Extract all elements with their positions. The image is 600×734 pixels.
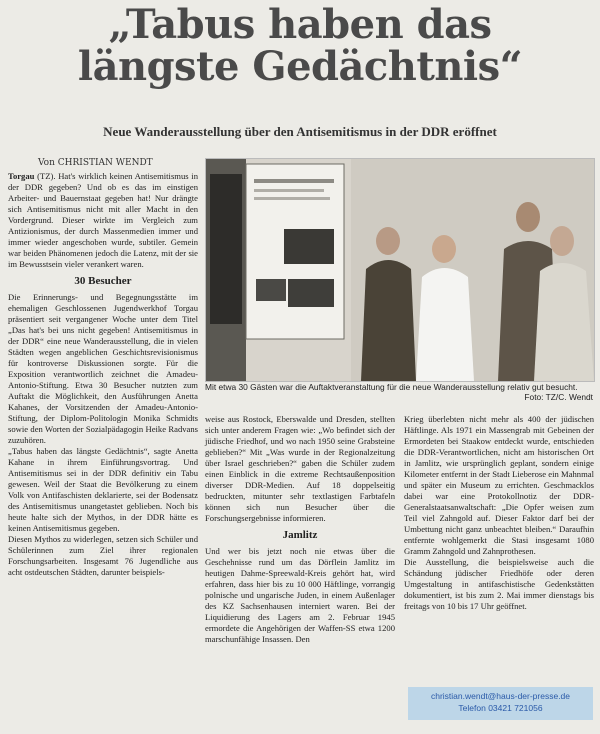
paragraph: „Tabus haben das längste Gedächtnis“, sagte Anetta Kahane in ihrem Einführungsvortrag. Und Antisemitismus sei in der DDR definitiv ein Tabu gewesen. Weil der Staat die Bevölkerung zu einem Volk von Antifaschisten deklarierte, sei der Bodensatz des Antisemitismus unangetastet geblieben. Noch bis heute halte sich der Mythos, in der DDR hätte es keinen Antisemitismus gegeben. [8, 446, 198, 533]
section-heading-besucher: 30 Besucher [74, 275, 132, 287]
subheadline: Neue Wanderausstellung über den Antisemitismus in der DDR eröffnet [103, 124, 497, 139]
author-contact-box [408, 687, 593, 720]
photo-credit: Foto: TZ/C. Wendt [524, 392, 593, 402]
byline: Von CHRISTIAN WENDT [38, 158, 153, 168]
article-column-1 [8, 171, 198, 578]
paragraph: Diesen Mythos zu widerlegen, setzen sich Schüler und Schülerinnen zum Ziel ihrer regionalen Forschungsarbeiten. Insgesamt 76 Jugendliche aus acht ostdeutschen Städten, darunter beispiels- [8, 534, 198, 577]
photo-caption [205, 382, 593, 402]
section-heading-jamlitz: Jamlitz [282, 529, 318, 541]
paragraph: weise aus Rostock, Eberswalde und Dresden, stellten sich unter anderem Fragen wie: „Wo befindet sich der jüdische Friedhof, und wo nach 1950 seine Grabsteine geblieben?“ Mit „Was wurde in der Regionalzeitung über Israel geschrieben?“ gaben die Schüler zudem einen Einblick in die extreme Rechtsaußenposition diverser DDR-Medien. Auf 18 doppelseitig bedruckten, mitunter sehr textlastigen Farbtafeln können sich nun Besucher über die Forschungsergebnisse informieren. [205, 414, 395, 523]
author-email-link[interactable]: christian.wendt@haus-der-presse.de [430, 691, 571, 701]
paragraph: Und wer bis jetzt noch nie etwas über die Geschehnisse rund um das Dörflein Jamlitz im heutigen Dahme-Spreewald-Kreis gehört hat, wird erfahren, dass hier bis zu 10 000 Häftlinge, vorrangig polnische und ungarische Juden, in einem Außenlager des KZ Sachsenhausen interniert waren. Bei der Liquidierung des Lagers am 2. Februar 1945 ermordete die Angehörigen der Waffen-SS etwa 1200 marschunfähige Insassen. Den [205, 546, 395, 644]
paragraph: Die Erinnerungs- und Begegnungsstätte im ehemaligen Geschlossenen Jugendwerkhof Torgau präsentiert seit vergangener Woche unter dem Titel „Das hat's bei uns nicht gegeben! Antisemitismus in der DDR“ eine neue Wanderausstellung, die in vielen Städten wegen angeblichen Geschichtsrevisionismus für kontroverse Diskussionen sorgte. Für die Exposition verantwortlich zeichnet die Amadeu-Antonio-Stiftung. Etwa 30 Besucher nutzten zum Auftakt die Möglichkeit, den Ausführungen Anetta Kahanes, der Vorsitzenden der Amadeu-Antonio-Stiftung, der Diplom-Politologin Monika Schmidts sowie den Worten der Sozialpädagogin Heike Radvans zuzuhören. [8, 292, 198, 445]
headline-line-2: längste Gedächtnis“ [77, 43, 523, 90]
paragraph: Die Ausstellung, die beispielsweise auch die Schändung jüdischer Friedhöfe oder deren Umgestaltung in antifaschistische Gedenkstätten dokumentiert, ist bis zum 2. Mai immer dienstags bis freitags von 10 bis 17 Uhr geöffnet. [404, 557, 594, 611]
headline [0, 1, 600, 90]
lead-paragraph [8, 171, 198, 270]
author-phone: Telefon 03421 721056 [458, 703, 543, 713]
paragraph: Krieg überlebten nicht mehr als 400 der jüdischen Häftlinge. Als 1971 ein Massengrab mit Gebeinen der Ermordeten bei Staakow entdeckt wurde, entschieden die DDR-Verantwortlichen, nicht am historischen Ort in Jamlitz, wie ursprünglich geplant, sondern einige Kilometer entfernt in der Stadt Lieberose ein Mahnmal und später ein Museum zu errichten. Geschmacklos dabei war eine Protokollnotiz der DDR-Generalstaatsanwaltschaft: „Die Opfer weisen zum Teil viel Zahngold auf. Dieser Faktor darf bei der Umbettung nicht ganz unbeachtet bleiben.“ Daraufhin entfernte wohlgemerkt die Stasi insgesamt 1080 Gramm Zahngold und Zahnprothesen. [404, 414, 594, 556]
headline-line-1: „Tabus haben das [108, 1, 492, 48]
exhibition-photo [205, 158, 595, 382]
article-column-2 [205, 414, 395, 645]
caption-text: Mit etwa 30 Gästen war die Auftaktveranstaltung für die neue Wanderausstellung relativ gut besucht. [205, 382, 578, 392]
photo-illustration [206, 159, 594, 381]
dateline: Torgau [8, 171, 35, 181]
article-column-3 [404, 414, 594, 612]
lead-text: (TZ). Hat's wirklich keinen Antisemitismus in der DDR gegeben? Und ob es das im einstigen Arbeiter- und Bauernstaat gegeben hat! Nur drängte sich Antisemitismus nicht mit aller Macht in den Vordergrund. Dieser wirkte im Vergleich zum Antizionismus, der durch Massenmedien immer und immer wieder angeschoben wurde, subtiler. Gemein war beiden Phänomenen jedoch die Latenz, mit der sie im Bewusstsein vieler verankert waren. [8, 171, 198, 269]
